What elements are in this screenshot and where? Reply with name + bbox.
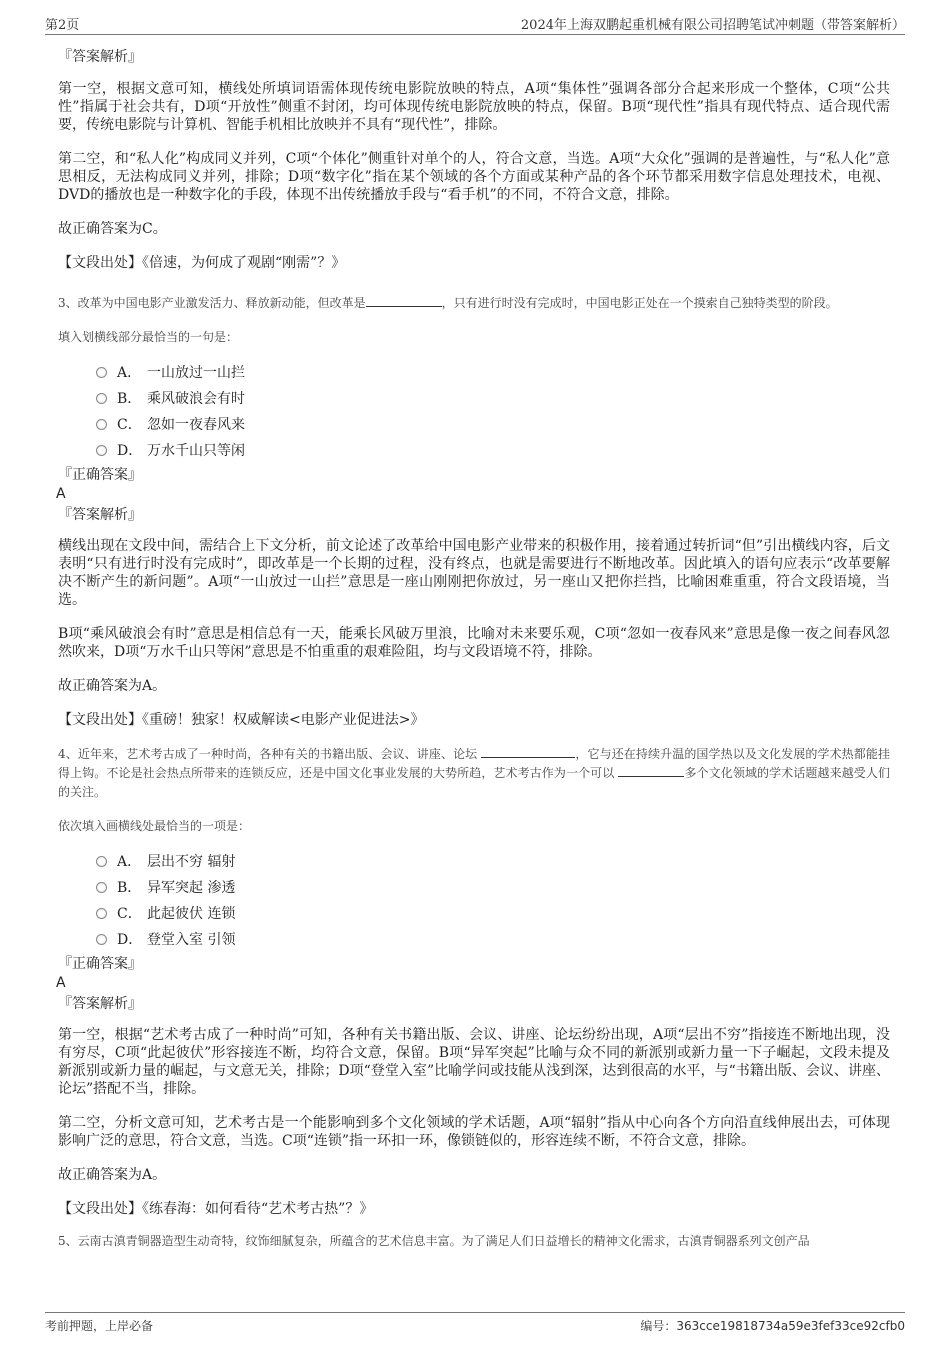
q4-analysis-p1: 第一空，根据“艺术考古成了一种时尚”可知，各种有关书籍出版、会议、讲座、论坛纷纷出现，A项“层出不穷”指接连不断地出现，没有穷尽，C项“此起彼伏”形容接连不断，均符合文意，保留。B项“异军突起”比喻与众不同的新派别或新力量一下子崛起，文段未提及新派别或新力量的崛起，与文意无关，排除；D项“登堂入室”比喻学问或技能从浅到深，达到很高的水平，与“书籍出版、会议、讲座、论坛”搭配不当，排除。	[58, 1027, 890, 1097]
document-title: 2024年上海双鹏起重机械有限公司招聘笔试冲刺题（带答案解析）	[520, 18, 905, 33]
q3-option-c[interactable]: C． 忽如一夜春风来	[96, 411, 890, 437]
q4-answer: A	[56, 975, 66, 991]
page-header	[45, 10, 905, 35]
q4-conclusion: 故正确答案为A。	[58, 1167, 167, 1183]
q2-source: 【文段出处】《倍速，为何成了观剧“刚需”？》	[58, 255, 346, 271]
q3-source: 【文段出处】《重磅！独家！权威解读<电影产业促进法>》	[58, 712, 425, 728]
page-footer	[45, 1312, 905, 1337]
document-body	[58, 47, 890, 1251]
q3-answer: A	[56, 486, 66, 502]
q4-source: 【文段出处】《练春海：如何看待“艺术考古热”？》	[58, 1201, 374, 1217]
page-number: 第2页	[45, 18, 80, 33]
q2-analysis-p1: 第一空，根据文意可知，横线处所填词语需体现传统电影院放映的特点，A项“集体性”强调各部分合起来形成一个整体，C项“公共性”指属于社会共有，D项“开放性”侧重不封闭，均可体现传统电影院放映的特点，保留。B项“现代性”指具有现代特点、适合现代需要，传统电影院与计算机、智能手机相比放映并不具有“现代性”，排除。	[58, 81, 890, 133]
radio-button[interactable]	[96, 367, 107, 378]
radio-button[interactable]	[96, 908, 107, 919]
q3-prompt: 填入划横线部分最恰当的一句是：	[58, 330, 239, 344]
footer-slogan: 考前押题，上岸必备	[45, 1319, 154, 1333]
q2-conclusion: 故正确答案为C。	[58, 221, 167, 237]
q4-analysis-p2: 第二空，分析文意可知，艺术考古是一个能影响到多个文化领域的学术话题，A项“辐射”指从中心向各个方向沿直线伸展出去，可体现影响广泛的意思，符合文意，当选。C项“连锁”指一环扣一环，像锁链似的，形容连续不断，不符合文意，排除。	[58, 1115, 890, 1149]
q2-analysis-p2: 第二空，和“私人化”构成同义并列，C项“个体化”侧重针对单个的人，符合文意，当选。A项“大众化”强调的是普遍性，与“私人化”意思相反，无法构成同义并列，排除；D项“数字化”指在某个领域的各个方面或某种产品的各个环节都采用数字信息处理技术，电视、DVD的播放也是一种数字化的手段，体现不出传统播放手段与“看手机”的不同，不符合文意，排除。	[58, 151, 890, 203]
q3-blank	[366, 294, 442, 307]
q3-conclusion: 故正确答案为A。	[58, 678, 167, 694]
q4-option-c[interactable]: C． 此起彼伏 连锁	[96, 900, 890, 926]
q4-analysis-label: 『答案解析』	[58, 996, 142, 1012]
q4-options	[58, 848, 890, 952]
q3-analysis-p2: B项“乘风破浪会有时”意思是相信总有一天，能乘长风破万里浪，比喻对未来要乐观，C项“忽如一夜春风来”意思是像一夜之间春风忽然吹来，D项“万水千山只等闲”意思是不怕重重的艰难险阻，均与文段语境不符，排除。	[58, 626, 890, 660]
q3-option-d[interactable]: D． 万水千山只等闲	[96, 437, 890, 463]
q3-option-a[interactable]: A． 一山放过一山拦	[96, 359, 890, 385]
radio-button[interactable]	[96, 419, 107, 430]
q4-option-d[interactable]: D． 登堂入室 引领	[96, 926, 890, 952]
radio-button[interactable]	[96, 882, 107, 893]
q4-prompt: 依次填入画横线处最恰当的一项是：	[58, 819, 251, 833]
q3-options	[58, 359, 890, 463]
q3-correct-label: 『正确答案』	[58, 467, 142, 483]
q3-question: 3、改革为中国电影产业激发活力、释放新动能，但改革是 ，只有进行时没有完成时，中国电影正处在一个摸索自己独特类型的阶段。	[58, 296, 838, 310]
q2-analysis-label: 『答案解析』	[58, 49, 142, 65]
q4-blank-2	[618, 764, 684, 777]
radio-button[interactable]	[96, 934, 107, 945]
q4-question: 4、近年来，艺术考古成了一种时尚，各种有关的书籍出版、会议、讲座、论坛 ，它与还在持续升温的国学热以及文化发展的学术热都能挂得上钩。不论是社会热点所带来的连锁反应，还是中国文化事业发展的大势所趋，艺术考古作为一个可以 多个文化领域的学术话题越来越受人们的关注。	[58, 747, 890, 799]
radio-button[interactable]	[96, 856, 107, 867]
q4-option-b[interactable]: B． 异军突起 渗透	[96, 874, 890, 900]
q5-question: 5、云南古滇青铜器造型生动奇特，纹饰细腻复杂，所蕴含的艺术信息丰富。为了满足人们日益增长的精神文化需求，古滇青铜器系列文创产品	[58, 1234, 810, 1248]
q3-analysis-label: 『答案解析』	[58, 507, 142, 523]
radio-button[interactable]	[96, 445, 107, 456]
q4-option-a[interactable]: A． 层出不穷 辐射	[96, 848, 890, 874]
q3-option-b[interactable]: B． 乘风破浪会有时	[96, 385, 890, 411]
document-code: 编号：363cce19818734a59e3fef33ce92cfb0	[640, 1319, 905, 1333]
q3-analysis-p1: 横线出现在文段中间，需结合上下文分析，前文论述了改革给中国电影产业带来的积极作用，接着通过转折词“但”引出横线内容，后文表明“只有进行时没有完成时”，即改革是一个长期的过程，没有终点，也就是需要进行不断地改革。因此填入的语句应表示“改革要解决不断产生的新问题”。A项“一山放过一山拦”意思是一座山刚刚把你放过，另一座山又把你拦挡，比喻困难重重，符合文段语境，当选。	[58, 538, 890, 608]
q4-correct-label: 『正确答案』	[58, 956, 142, 972]
q4-blank-1	[481, 745, 575, 758]
radio-button[interactable]	[96, 393, 107, 404]
